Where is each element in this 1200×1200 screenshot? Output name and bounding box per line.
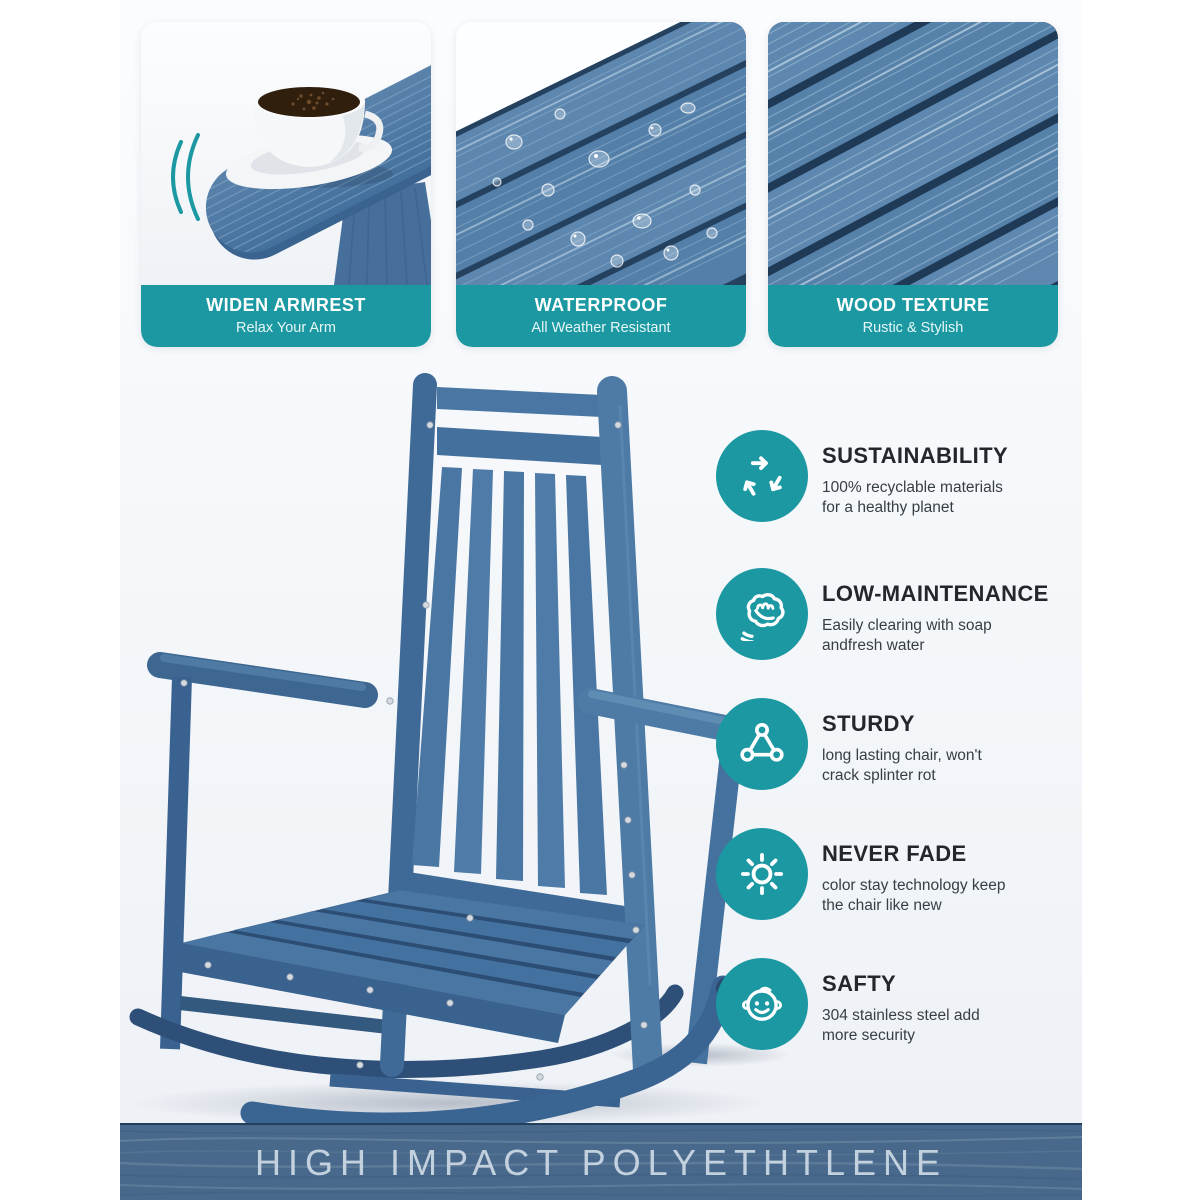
feature-description: Easily clearing with soap andfresh water (822, 617, 992, 654)
feature-title: LOW-MAINTENANCE (822, 581, 1049, 606)
sun-icon (716, 828, 808, 920)
card-title: WATERPROOF (534, 295, 668, 316)
card-banner (456, 285, 746, 347)
card-banner (768, 285, 1058, 347)
card-wood-texture (768, 22, 1058, 347)
bottom-banner (120, 1123, 1082, 1200)
card-title: WIDEN ARMREST (206, 295, 366, 316)
bottom-banner-text: HIGH IMPACT POLYETHTLENE (254, 1141, 948, 1183)
wet-planks-photo (456, 22, 746, 285)
card-subtitle: Relax Your Arm (236, 319, 336, 336)
card-banner (141, 285, 431, 347)
feature-sturdy (716, 698, 1088, 790)
baby-face-icon (716, 958, 808, 1050)
feature-description: color stay technology keep the chair like new (822, 877, 1006, 914)
card-title: WOOD TEXTURE (836, 295, 990, 316)
feature-description: 304 stainless steel add more security (822, 1007, 980, 1044)
feature-description: 100% recyclable materials for a healthy planet (822, 479, 1003, 516)
card-widen-armrest (141, 22, 431, 347)
feature-never-fade (716, 828, 1088, 920)
recycle-icon (716, 430, 808, 522)
card-waterproof (456, 22, 746, 347)
armrest-coffee-photo (141, 22, 431, 285)
feature-description: long lasting chair, won't crack splinter rot (822, 747, 982, 784)
feature-low-maintenance (716, 568, 1088, 660)
card-subtitle: All Weather Resistant (531, 319, 671, 336)
feature-sustainability (716, 430, 1088, 522)
feature-title: STURDY (822, 711, 915, 736)
card-subtitle: Rustic & Stylish (862, 319, 964, 336)
feature-title: SAFTY (822, 971, 897, 996)
hand-wipe-icon (716, 568, 808, 660)
feature-title: SUSTAINABILITY (822, 443, 1009, 468)
feature-title: NEVER FADE (822, 841, 967, 866)
triangle-nodes-icon (716, 698, 808, 790)
wood-grain-photo (768, 22, 1058, 285)
feature-safety (716, 958, 1088, 1050)
